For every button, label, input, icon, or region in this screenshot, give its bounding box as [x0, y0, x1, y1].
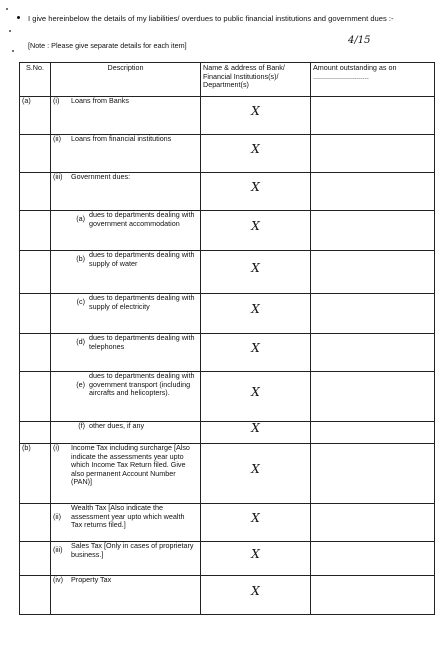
description-cell	[51, 97, 201, 135]
table-row	[20, 135, 435, 173]
sub-item-letter: (e)	[76, 379, 85, 389]
description-text: Sales Tax [Only in cases of proprietary business.]	[71, 541, 194, 559]
description-text: dues to departments dealing with telephones	[89, 333, 195, 351]
scan-speck	[6, 8, 8, 10]
handwritten-cross-mark: X	[251, 421, 260, 435]
sno-cell	[20, 211, 51, 251]
amount-cell	[311, 97, 435, 135]
description-cell	[51, 372, 201, 422]
name-address-cell	[201, 173, 311, 211]
sno-cell	[20, 576, 51, 615]
amount-cell	[311, 173, 435, 211]
item-number: (iv)	[53, 575, 63, 584]
handwritten-cross-mark: X	[251, 261, 260, 275]
handwritten-cross-mark: X	[251, 584, 260, 598]
name-address-cell	[201, 444, 311, 504]
handwritten-cross-mark: X	[251, 142, 260, 156]
description-cell	[51, 251, 201, 294]
name-address-cell	[201, 422, 311, 444]
name-address-cell	[201, 504, 311, 542]
scan-speck	[9, 30, 11, 32]
amount-cell	[311, 372, 435, 422]
handwritten-cross-mark: X	[251, 180, 260, 194]
description-cell	[51, 576, 201, 615]
item-number: (ii)	[53, 134, 61, 143]
table-row	[20, 173, 435, 211]
description-cell	[51, 504, 201, 542]
sno-cell	[20, 542, 51, 576]
description-text: dues to departments dealing with government transport (including aircrafts and helicopters).	[89, 371, 195, 398]
sno-cell	[20, 422, 51, 444]
name-address-cell	[201, 97, 311, 135]
note-text: [Note : Please give separate details for each item]	[28, 41, 187, 50]
table-row	[20, 422, 435, 444]
table-row	[20, 504, 435, 542]
amount-cell	[311, 294, 435, 334]
name-address-cell	[201, 542, 311, 576]
item-number: (iii)	[53, 545, 63, 555]
table-header-row	[20, 63, 435, 97]
amount-cell	[311, 334, 435, 372]
description-text: Loans from financial institutions	[71, 134, 172, 143]
table-row	[20, 334, 435, 372]
name-address-cell	[201, 251, 311, 294]
handwritten-cross-mark: X	[251, 511, 260, 525]
table-row	[20, 444, 435, 504]
name-address-cell	[201, 211, 311, 251]
description-text: Property Tax	[71, 575, 112, 584]
amount-cell	[311, 211, 435, 251]
description-text: Wealth Tax [Also indicate the assessment year upto which wealth Tax returns filed.]	[71, 503, 185, 530]
table-row	[20, 576, 435, 615]
description-text: Income Tax including surcharge [Also indicate the assessments year upto which Income Tax Return filed. Give also permanent Account Number (PAN)]	[71, 443, 190, 487]
description-cell	[51, 444, 201, 504]
description-cell	[51, 173, 201, 211]
header-sno: S.No.	[20, 63, 51, 97]
sno-cell	[20, 294, 51, 334]
sno-cell	[20, 135, 51, 173]
sno-cell	[20, 444, 51, 504]
description-cell	[51, 294, 201, 334]
description-cell	[51, 135, 201, 173]
handwritten-cross-mark: X	[251, 219, 260, 233]
amount-cell	[311, 135, 435, 173]
item-number: (i)	[53, 96, 60, 105]
item-number: (ii)	[53, 511, 61, 521]
sub-item-letter: (f)	[78, 421, 85, 430]
sno-cell	[20, 334, 51, 372]
sub-item-letter: (a)	[76, 214, 85, 224]
amount-cell	[311, 444, 435, 504]
name-address-cell	[201, 372, 311, 422]
table-row	[20, 97, 435, 135]
liabilities-table	[19, 62, 435, 615]
handwritten-cross-mark: X	[251, 302, 260, 316]
table-row	[20, 294, 435, 334]
table-row	[20, 542, 435, 576]
handwritten-cross-mark: X	[251, 462, 260, 476]
sub-item-letter: (b)	[76, 254, 85, 264]
handwritten-cross-mark: X	[251, 385, 260, 399]
header-description: Description	[51, 63, 201, 97]
amount-cell	[311, 576, 435, 615]
amount-cell	[311, 504, 435, 542]
sno-cell	[20, 251, 51, 294]
name-address-cell	[201, 576, 311, 615]
scan-speck	[12, 50, 14, 52]
sno-label: (a)	[22, 96, 31, 105]
description-text: dues to departments dealing with supply of water	[89, 250, 195, 268]
sno-cell	[20, 173, 51, 211]
bullet-dot	[17, 16, 20, 19]
table-row	[20, 372, 435, 422]
header-name-address: Name & address of Bank/ Financial Institutions(s)/ Department(s)	[201, 63, 311, 97]
handwritten-cross-mark: X	[251, 341, 260, 355]
description-cell	[51, 422, 201, 444]
amount-cell	[311, 542, 435, 576]
handwritten-cross-mark: X	[251, 104, 260, 118]
description-text: other dues, if any	[89, 421, 145, 430]
intro-text: I give hereinbelow the details of my liabilities/ overdues to public financial institutions and government dues :-	[28, 14, 394, 23]
description-text: Government dues:	[71, 172, 131, 181]
sub-item-letter: (d)	[76, 337, 85, 347]
description-text: dues to departments dealing with government accommodation	[89, 210, 195, 228]
sub-item-letter: (c)	[76, 297, 85, 307]
sno-label: (b)	[22, 443, 31, 452]
description-cell	[51, 542, 201, 576]
sno-cell	[20, 97, 51, 135]
name-address-cell	[201, 294, 311, 334]
description-text: Loans from Banks	[71, 96, 129, 105]
amount-cell	[311, 422, 435, 444]
description-cell	[51, 334, 201, 372]
item-number: (i)	[53, 443, 60, 452]
item-number: (iii)	[53, 172, 63, 181]
table-row	[20, 251, 435, 294]
description-text: dues to departments dealing with supply of electricity	[89, 293, 195, 311]
name-address-cell	[201, 135, 311, 173]
name-address-cell	[201, 334, 311, 372]
sno-cell	[20, 504, 51, 542]
description-cell	[51, 211, 201, 251]
table-row	[20, 211, 435, 251]
page-mark: 4/15	[348, 35, 371, 46]
sno-cell	[20, 372, 51, 422]
amount-cell	[311, 251, 435, 294]
header-amount: Amount outstanding as on ............................	[311, 63, 435, 97]
handwritten-cross-mark: X	[251, 547, 260, 561]
